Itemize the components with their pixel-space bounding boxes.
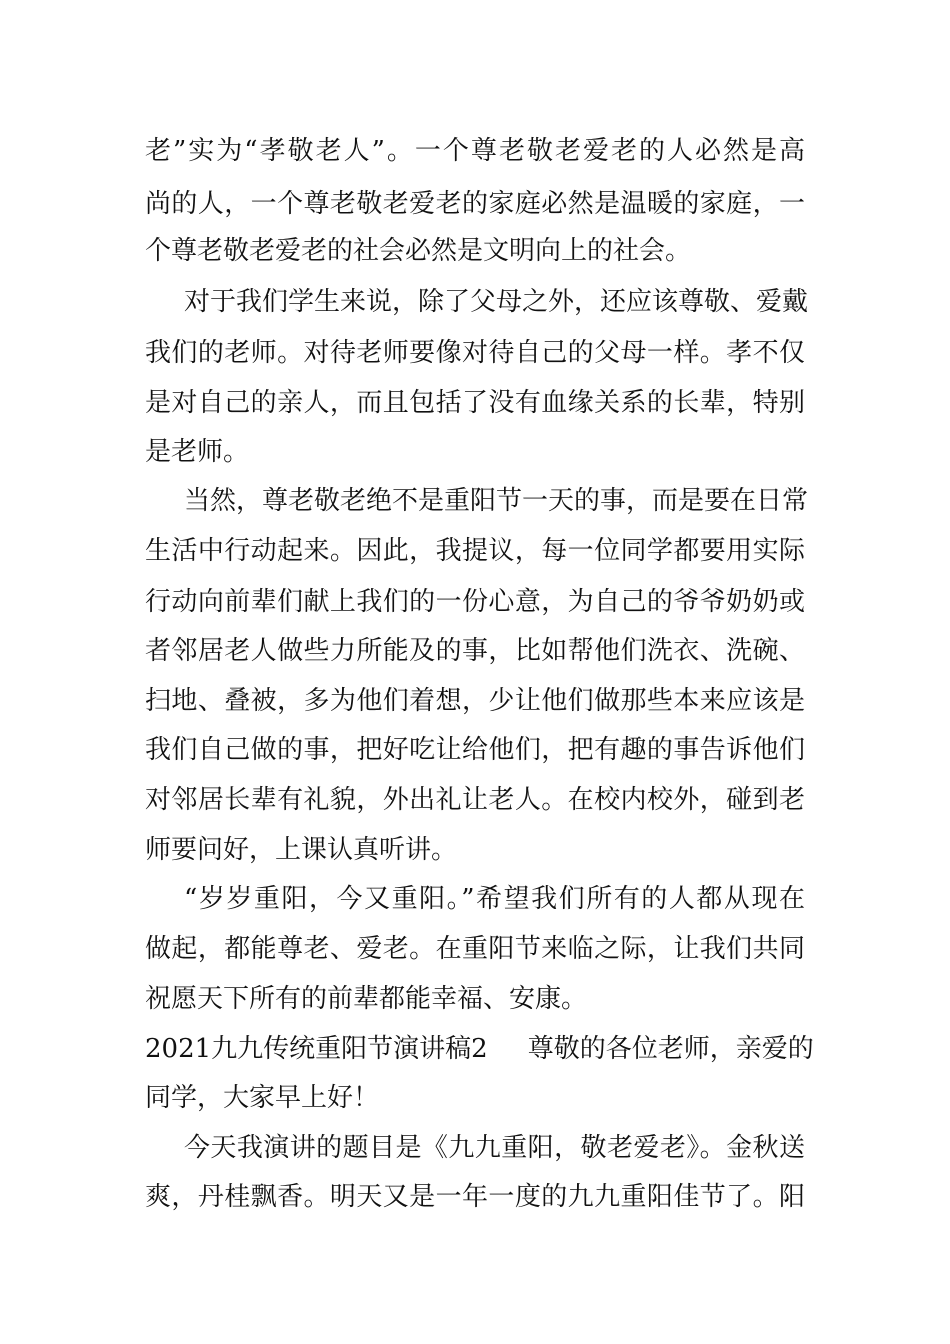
paragraph-line: 当然，尊老敬老绝不是重阳节一天的事，而是要在日常 [184, 486, 809, 516]
section-heading-line [145, 1032, 814, 1066]
paragraph-line: 我们自己做的事，把好吃让给他们，把有趣的事告诉他们 [145, 735, 805, 765]
paragraph-line: 是老师。 [145, 437, 250, 467]
paragraph-line: 者邻居老人做些力所能及的事，比如帮他们洗衣、洗碗、 [145, 636, 805, 666]
paragraph-line: 对于我们学生来说，除了父母之外，还应该尊敬、爱戴 [184, 287, 809, 317]
paragraph-line: 做起，都能尊老、爱老。在重阳节来临之际，让我们共同 [145, 934, 805, 964]
paragraph-line: 爽，丹桂飘香。明天又是一年一度的九九重阳佳节了。阳 [145, 1182, 805, 1212]
paragraph-line: 扫地、叠被，多为他们着想，少让他们做那些本来应该是 [145, 686, 805, 716]
paragraph-line: 今天我演讲的题目是《九九重阳，敬老爱老》。金秋送 [184, 1133, 805, 1163]
paragraph-line: 个尊老敬老爱老的社会必然是文明向上的社会。 [145, 236, 692, 266]
paragraph-line: “岁岁重阳，今又重阳。”希望我们所有的人都从现在 [184, 884, 805, 914]
paragraph-line: 是对自己的亲人，而且包括了没有血缘关系的长辈，特别 [145, 388, 805, 418]
paragraph-line: 行动向前辈们献上我们的一份心意，为自己的爷爷奶奶或 [145, 587, 805, 617]
paragraph-line: 同学，大家早上好！ [145, 1083, 380, 1113]
paragraph-line: 生活中行动起来。因此，我提议，每一位同学都要用实际 [145, 536, 805, 566]
paragraph-line: 师要问好，上课认真听讲。 [145, 835, 458, 865]
paragraph-line: 我们的老师。对待老师要像对待自己的父母一样。孝不仅 [145, 338, 805, 368]
paragraph-line: 尚的人，一个尊老敬老爱老的家庭必然是温暖的家庭，一 [145, 189, 805, 219]
paragraph-line: 祝愿天下所有的前辈都能幸福、安康。 [145, 984, 588, 1014]
paragraph-line: 对邻居长辈有礼貌，外出礼让老人。在校内校外，碰到老 [145, 785, 805, 815]
paragraph-line: 老”实为“孝敬老人”。一个尊老敬老爱老的人必然是高 [145, 136, 805, 166]
section-heading-continuation: 尊敬的各位老师，亲爱的 [527, 1034, 814, 1064]
section-heading-title: 2021九九传统重阳节演讲稿2 [145, 1034, 488, 1064]
